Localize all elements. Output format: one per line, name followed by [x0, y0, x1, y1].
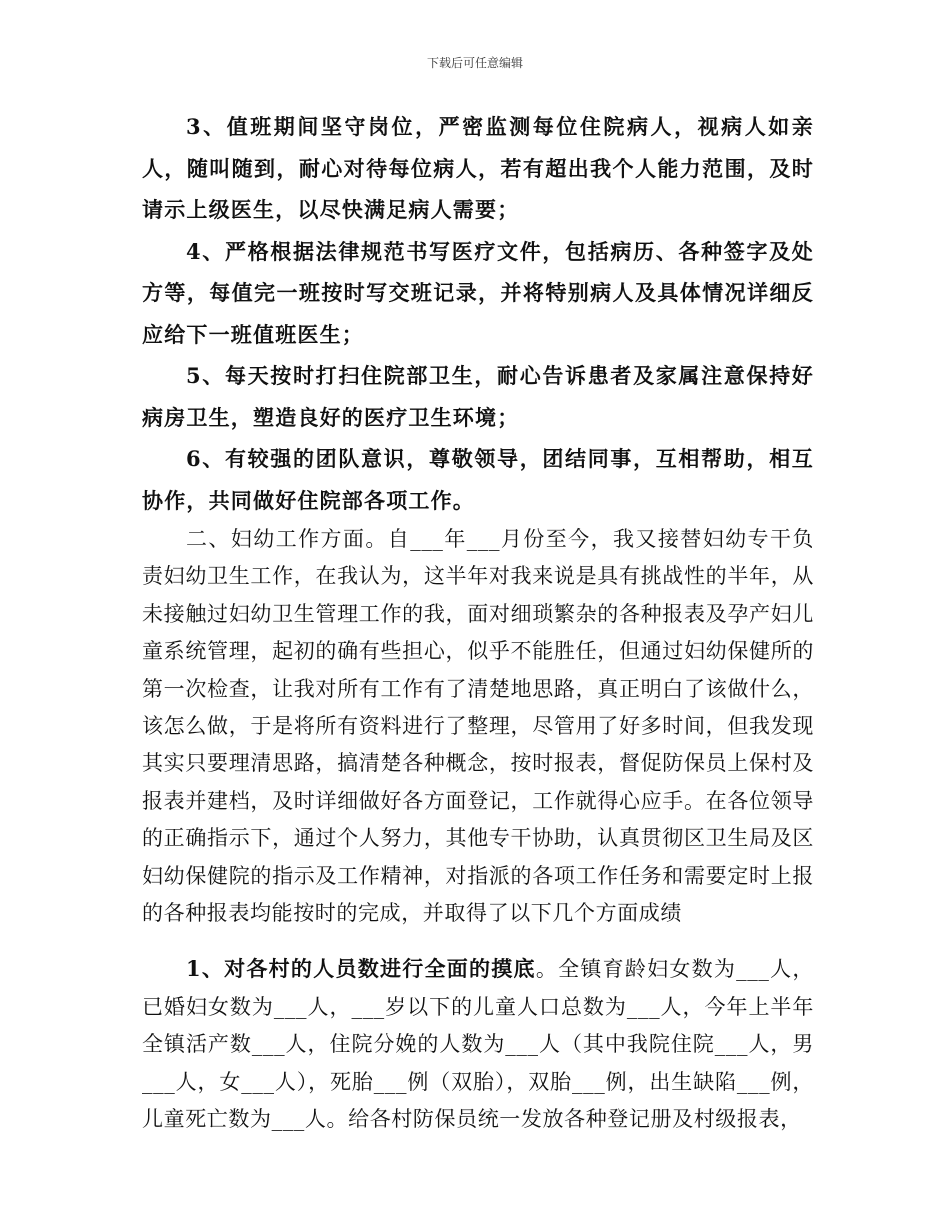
- paragraph-census-item-1: [142, 950, 814, 1138]
- paragraph-spacer: [142, 932, 814, 950]
- census-item-title: 1、对各村的人员数进行全面的摸底: [186, 956, 536, 982]
- paragraph-item-5: 5、每天按时打扫住院部卫生，耐心告诉患者及家属注意保持好病房卫生，塑造良好的医疗卫生环境；: [142, 363, 814, 430]
- paragraph-section-2: 二、妇幼工作方面。自___年___月份至今，我又接替妇幼专干负责妇幼卫生工作，在我认为，这半年对我来说是具有挑战性的半年，从未接触过妇幼卫生管理工作的我，面对细琐繁杂的各种报表及孕产妇儿童系统管理，起初的确有些担心，似乎不能胜任，但通过妇幼保健所的第一次检查，让我对所有工作有了清楚地思路，真正明白了该做什么，该怎么做，于是将所有资料进行了整理，尽管用了好多时间，但我发现其实只要理清思路，搞清楚各种概念，按时报表，督促防保员上保村及报表并建档，及时详细做好各方面登记，工作就得心应手。在各位领导的正确指示下，通过个人努力，其他专干协助，认真贯彻区卫生局及区妇幼保健院的指示及工作精神，对指派的各项工作任务和需要定时上报的各种报表均能按时的完成，并取得了以下几个方面成绩: [142, 527, 814, 926]
- paragraph-item-6: 6、有较强的团队意识，尊敬领导，团结同事，互相帮助，相互协作，共同做好住院部各项工作。: [142, 446, 814, 513]
- census-item-body: 。全镇育龄妇女数为___人，已婚妇女数为___人，___岁以下的儿童人口总数为___人，今年上半年全镇活产数___人，住院分娩的人数为___人（其中我院住院___人，男___人，女___人），死胎___例（双胎），双胎___例，出生缺陷___例，儿童死亡数为___人。给各村防保员统一发放各种登记册及村级报表，: [142, 957, 814, 1132]
- page-header: 下载后可任意编辑: [426, 56, 523, 70]
- paragraph-item-3: 3、值班期间坚守岗位，严密监测每位住院病人，视病人如亲人，随叫随到，耐心对待每位病人，若有超出我个人能力范围，及时请示上级医生，以尽快满足病人需要；: [142, 114, 814, 222]
- document-body: [142, 106, 814, 1139]
- paragraph-item-4: 4、严格根据法律规范书写医疗文件，包括病历、各种签字及处方等，每值完一班按时写交班记录，并将特别病人及具体情况详细反应给下一班值班医生；: [142, 238, 814, 347]
